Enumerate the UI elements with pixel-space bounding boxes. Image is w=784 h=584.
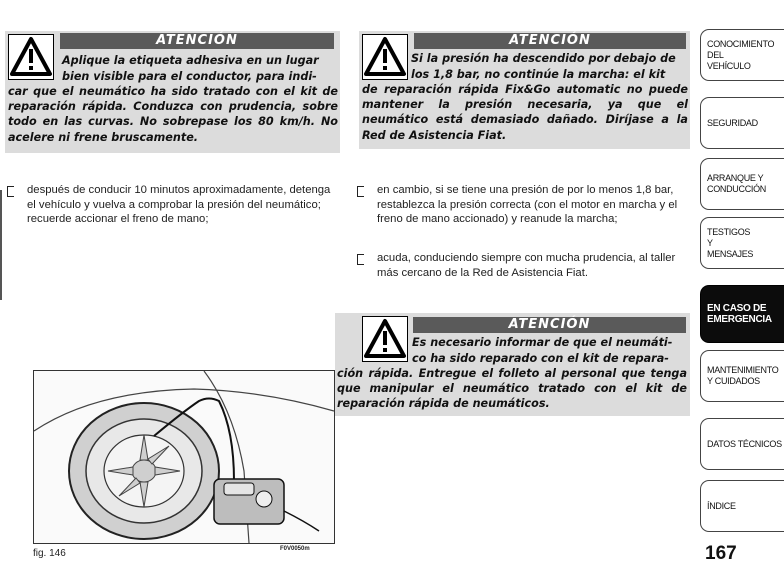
warning-triangle-icon (362, 34, 408, 80)
bullet-icon (357, 186, 364, 197)
bullet-icon (357, 254, 364, 265)
warning-title: ATENCIÓN (414, 33, 686, 49)
list-item-text: en cambio, si se tiene una presión de por lo menos 1,8 bar, restablezca la presión correcta (con el motor en marcha y el freno de mano accionado) y reanude la marcha; (377, 184, 678, 226)
page-number: 167 (705, 543, 737, 564)
warning-text-line: co ha sido reparado con el kit de repara- (412, 352, 669, 365)
sidebar-tab-seguridad[interactable] (700, 97, 784, 149)
warning-triangle-icon (362, 316, 408, 362)
sidebar-tab-indice[interactable] (700, 480, 784, 532)
warning-text-line: Es necesario informar de que el neumáti- (412, 336, 673, 349)
bullet-icon (7, 186, 14, 197)
list-item-text: acuda, conduciendo siempre con mucha prudencia, al taller más cercano de la Red de Asistencia Fiat. (377, 252, 676, 279)
sidebar-tab-label: DATOS TÉCNICOS (707, 438, 782, 449)
sidebar-tab-mantenimiento[interactable] (700, 350, 784, 402)
sidebar-tab-conocimiento[interactable] (700, 29, 784, 81)
warning-text-line: bien visible para el conductor, para indi- (62, 70, 317, 83)
list-item (7, 183, 339, 233)
figure-tyre-repair-kit (33, 370, 335, 544)
warning-text: car que el neumático ha sido tratado con el kit de reparación rápida. Conduzca con prudencia, sobre todo en las curvas. No sobrepase los 80 km/h. No acelere ni frene bruscamente. (8, 85, 338, 144)
sidebar-tab-testigos[interactable] (700, 217, 784, 269)
sidebar-tab-label: TESTIGOS Y MENSAJES (707, 226, 754, 259)
warning-text-line: los 1,8 bar, no continúe la marcha: el kit (411, 68, 666, 81)
warning-triangle-icon (8, 34, 54, 80)
sidebar-tab-label: ÍNDICE (707, 500, 736, 511)
list-item (357, 251, 689, 283)
sidebar-tab-emergencia[interactable] (700, 285, 784, 343)
figure-code: F0V0050m (280, 546, 310, 552)
page-edge-line (0, 190, 2, 300)
tyre-compressor-illustration (34, 371, 334, 543)
warning-box-2 (359, 31, 690, 149)
warning-text-line: Si la presión ha descendido por debajo de (411, 52, 676, 65)
warning-text: ción rápida. Entregue el folleto al personal que tenga que manipular el neumático tratado con el kit de reparación rápida de neumáticos. (337, 367, 687, 411)
sidebar-tab-arranque[interactable] (700, 158, 784, 210)
sidebar-tab-label: EN CASO DE EMERGENCIA (707, 303, 772, 325)
list-item (357, 183, 689, 247)
list-item-text: después de conducir 10 minutos aproximadamente, detenga el vehículo y vuelva a comprobar la presión del neumático; recuerde accionar el freno de mano; (27, 184, 331, 226)
warning-title: ATENCIÓN (60, 33, 334, 49)
sidebar-tab-datos[interactable] (700, 418, 784, 470)
sidebar-tab-label: CONOCIMIENTO DEL VEHÍCULO (707, 38, 775, 71)
warning-text-line: Aplique la etiqueta adhesiva en un lugar (62, 54, 319, 67)
warning-box-3 (335, 313, 690, 416)
sidebar-tab-label: MANTENIMIENTO Y CUIDADOS (707, 365, 779, 386)
figure-caption: fig. 146 (33, 548, 66, 559)
warning-box-1 (5, 31, 340, 153)
warning-title: ATENCIÓN (413, 317, 686, 333)
sidebar-tab-label: SEGURIDAD (707, 117, 758, 128)
warning-text: de reparación rápida Fix&Go automatic no puede mantener la presión necesaria, ya que el neumático está demasiado dañado. Diríjase a la Red de Asistencia Fiat. (362, 83, 688, 142)
sidebar-tab-label: ARRANQUE Y CONDUCCIÓN (707, 173, 766, 194)
